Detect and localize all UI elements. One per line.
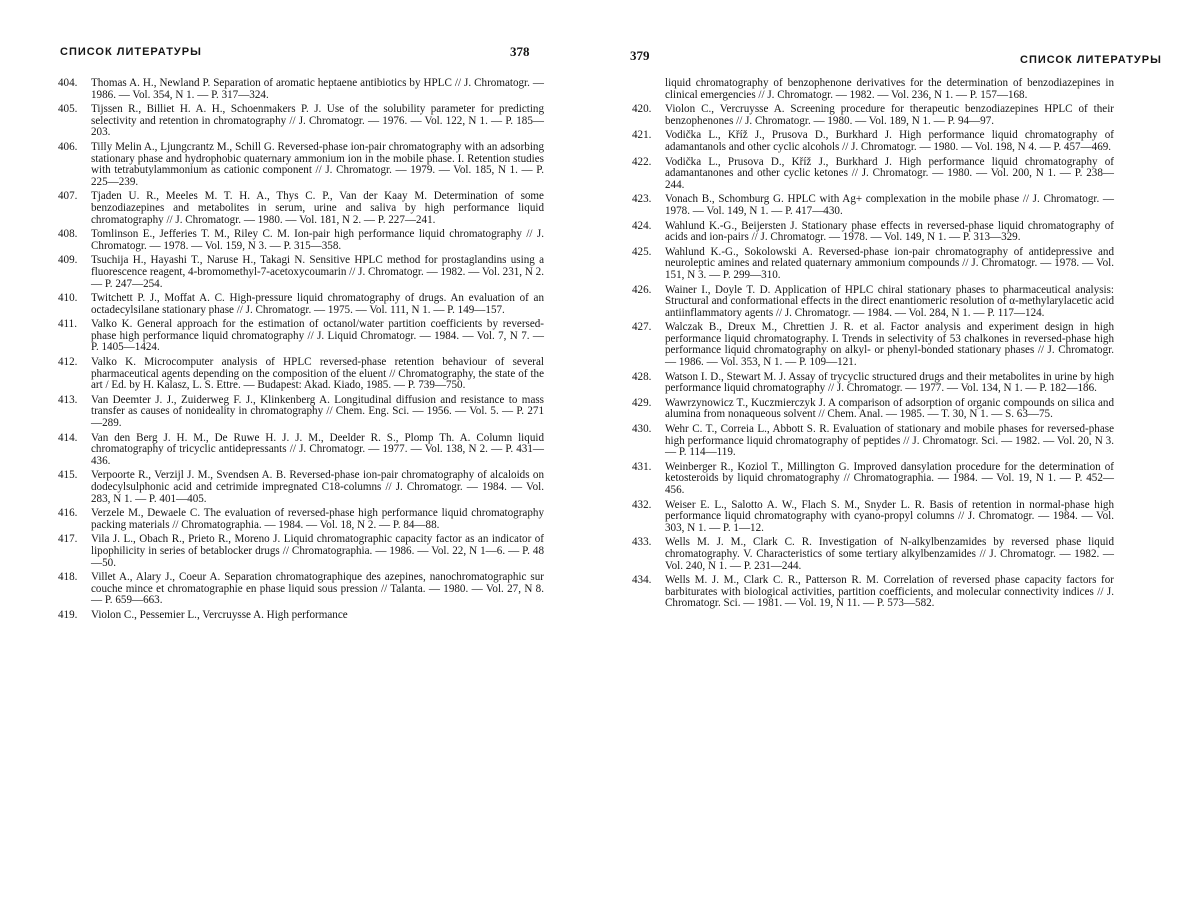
- right-page: [600, 0, 1200, 909]
- reference-list: [632, 78, 1114, 613]
- reference-text: Tilly Melin A., Ljungcrantz M., Schill G. Reversed-phase ion-pair chromatography with an adsorbing stationary phase and hydrophobic quaternary ammonium ion in the mobile phase. I. Retention studies with tetrabutylammonium as cationic component // J. Chromatogr. — 1979. — Vol. 185, N 1. — P. 225—239.: [91, 140, 544, 188]
- reference-entry: [632, 398, 1114, 421]
- reference-number: 416.: [58, 507, 78, 520]
- reference-number: 422.: [632, 155, 652, 168]
- reference-text: Van Deemter J. J., Zuiderweg F. J., Klinkenberg A. Longitudinal diffusion and resistance to mass transfer as causes of nonideality in chromatography // Chem. Eng. Sci. — 1956. — Vol. 5. — P. 271—289.: [91, 393, 544, 430]
- reference-entry: [632, 285, 1114, 320]
- reference-text: Wahlund K.-G., Beijersten J. Stationary phase effects in reversed-phase liquid chromatography of acids and ion-pairs // J. Chromatogr. — 1978. — Vol. 149, N 1. — P. 313—329.: [665, 219, 1114, 244]
- reference-text: Thomas A. H., Newland P. Separation of aromatic heptaene antibiotics by HPLC // J. Chromatogr. — 1986. — Vol. 354, N 1. — P. 317—324.: [91, 77, 544, 101]
- reference-text: liquid chromatography of benzophenone derivatives for the determination of benzodiazepines in clinical emergencies // J. Chromatogr. — 1982. — Vol. 236, N 1. — P. 157—168.: [665, 77, 1114, 101]
- reference-entry: [58, 470, 544, 505]
- reference-text: Wells M. J. M., Clark C. R. Investigation of N-alkylbenzamides by reversed phase liquid chromatography. V. Characteristics of some tertiary alkylbenzamides // J. Chromatogr. — 1982. — Vol. 240, N 1. — P. 231—244.: [665, 536, 1114, 572]
- reference-entry: [58, 433, 544, 468]
- reference-text: Wells M. J. M., Clark C. R., Patterson R. M. Correlation of reversed phase capacity factors for barbiturates with biological activities, partition coefficients, and molecular connectivity indices // J. Chromatogr. Sci. — 1981. — Vol. 19, N 11. — P. 573—582.: [665, 574, 1114, 610]
- reference-number: 426.: [632, 283, 652, 296]
- reference-text: Valko K. General approach for the estimation of octanol/water partition coefficients by reversed-phase high performance liquid chromatography // J. Liquid Chromatogr. — 1984. — Vol. 7, N 7. — P. 1405—1424.: [91, 318, 544, 354]
- reference-text: Twitchett P. J., Moffat A. C. High-pressure liquid chromatography of drugs. An evaluation of an octadecylsilane stationary phase // J. Chromatogr. — 1975. — Vol. 111, N 1. — P. 149—157.: [91, 292, 544, 316]
- reference-text: Violon C., Pessemier L., Vercruysse A. High performance: [91, 608, 348, 621]
- reference-entry: [632, 194, 1114, 217]
- reference-entry: [632, 462, 1114, 497]
- reference-entry: [632, 104, 1114, 127]
- reference-number: 434.: [632, 574, 652, 587]
- reference-text: Vodička L., Kříž J., Prusova D., Burkhard J. High performance liquid chromatography of adamantanols and other cyclic alcohols // J. Chromatogr. — 1980. — Vol. 198, N 4. — P. 457—469.: [665, 129, 1114, 153]
- reference-entry: [58, 191, 544, 226]
- reference-entry: [58, 319, 544, 354]
- reference-number: 405.: [58, 103, 78, 116]
- reference-number: 417.: [58, 533, 78, 546]
- page-number: 378: [510, 44, 530, 59]
- reference-entry: [632, 247, 1114, 282]
- reference-entry: [58, 395, 544, 430]
- reference-text: Tjaden U. R., Meeles M. T. H. A., Thys C. P., Van der Kaay M. Determination of some benzodiazepines and metabolites in serum, urine and saliva by high performance liquid chromatography // J. Chromatogr. — 1980. — Vol. 181, N 2. — P. 227—241.: [91, 190, 544, 226]
- reference-text: Weiser E. L., Salotto A. W., Flach S. M., Snyder L. R. Basis of retention in normal-phase high performance liquid chromatography with cyano-propyl columns // J. Chromatogr. — 1984. — Vol. 303, N 1. — P. 1—12.: [665, 498, 1114, 534]
- reference-entry: [632, 157, 1114, 192]
- reference-entry: [632, 221, 1114, 244]
- reference-text: Villet A., Alary J., Coeur A. Separation chromatographique des azepines, nanochromatographic sur couche mince et chromatographie en phase liquid sous pression // Talanta. — 1980. — Vol. 27, N 8. — P. 659—663.: [91, 571, 544, 607]
- reference-number: 432.: [632, 498, 652, 511]
- reference-number: 423.: [632, 193, 652, 206]
- reference-text: Weinberger R., Koziol T., Millington G. Improved dansylation procedure for the determination of ketosteroids by liquid chromatography // Chromatographia. — 1984. — Vol. 19, N 1. — P. 452—456.: [665, 460, 1114, 496]
- reference-text: Vonach B., Schomburg G. HPLC with Ag+ complexation in the mobile phase // J. Chromatogr. — 1978. — Vol. 149, N 1. — P. 417—430.: [665, 193, 1114, 217]
- reference-entry: [58, 104, 544, 139]
- reference-number: 415.: [58, 469, 78, 482]
- reference-number: 427.: [632, 321, 652, 334]
- reference-entry: [58, 610, 544, 622]
- reference-text: Tijssen R., Billiet H. A. H., Schoenmakers P. J. Use of the solubility parameter for predicting selectivity and retention in chromatography // J. Chromatogr. — 1976. — Vol. 122, N 1. — P. 185—203.: [91, 103, 544, 139]
- reference-text: Wawrzynowicz T., Kuczmierczyk J. A comparison of adsorption of organic compounds on silica and alumina from nonaqueous solvent // Chem. Anal. — 1985. — T. 30, N 1. — S. 63—75.: [665, 396, 1114, 421]
- reference-text: Tsuchija H., Hayashi T., Naruse H., Takagi N. Sensitive HPLC method for prostaglandins using a fluorescence reagent, 4-bromomethyl-7-acetoxycoumarin // J. Chromatogr. — 1982. — Vol. 231, N 2. — P. 247—254.: [91, 254, 544, 290]
- reference-entry: [58, 255, 544, 290]
- reference-number: 413.: [58, 393, 78, 406]
- reference-list: [58, 78, 544, 625]
- reference-number: 425.: [632, 245, 652, 258]
- reference-text: Vila J. L., Obach R., Prieto R., Moreno J. Liquid chromatographic capacity factor as an indicator of lipophilicity in series of betablocker drugs // Chromatographia. — 1986. — Vol. 22, N 1—6. — P. 48—50.: [91, 533, 544, 569]
- reference-number: 428.: [632, 370, 652, 383]
- reference-number: 431.: [632, 460, 652, 473]
- reference-text: Vodička L., Prusova D., Kříž J., Burkhard J. High performance liquid chromatography of adamantanones and other cyclic ketones // J. Chromatogr. — 1980. — Vol. 200, N 1. — P. 238—244.: [665, 155, 1114, 191]
- reference-entry: [632, 537, 1114, 572]
- reference-entry: [58, 293, 544, 316]
- reference-text: Tomlinson E., Jefferies T. M., Riley C. M. Ion-pair high performance liquid chromatography // J. Chromatogr. — 1978. — Vol. 159, N 3. — P. 315—358.: [91, 228, 544, 252]
- reference-number: 430.: [632, 423, 652, 436]
- running-head: СПИСОК ЛИТЕРАТУРЫ: [1020, 54, 1162, 66]
- reference-number: 421.: [632, 129, 652, 142]
- reference-entry: [58, 572, 544, 607]
- reference-entry: [632, 322, 1114, 368]
- reference-number: 420.: [632, 103, 652, 116]
- reference-text: Verzele M., Dewaele C. The evaluation of reversed-phase high performance liquid chromatography packing materials // Chromatographia. — 1984. — Vol. 18, N 2. — P. 84—88.: [91, 507, 544, 531]
- reference-number: 408.: [58, 228, 78, 241]
- reference-number: 418.: [58, 571, 78, 584]
- reference-text: Verpoorte R., Verzijl J. M., Svendsen A. B. Reversed-phase ion-pair chromatography of alcaloids on dodecylsulphonic acid and cetrimide impregnated C18-columns // J. Chromatogr. — 1984. — Vol. 283, N 1. — P. 401—405.: [91, 469, 544, 505]
- reference-number: 429.: [632, 396, 652, 409]
- reference-entry: [58, 357, 544, 392]
- reference-number: 424.: [632, 219, 652, 232]
- reference-entry: [632, 500, 1114, 535]
- reference-text: Watson I. D., Stewart M. J. Assay of trycyclic structured drugs and their metabolites in urine by high performance liquid chromatography // J. Chromatogr. — 1977. — Vol. 134, N 1. — P. 182—186.: [665, 370, 1114, 395]
- reference-number: 410.: [58, 292, 78, 305]
- reference-number: 414.: [58, 431, 78, 444]
- reference-number: 411.: [58, 318, 78, 331]
- reference-entry: [632, 424, 1114, 459]
- reference-entry: [632, 130, 1114, 153]
- reference-entry: [58, 142, 544, 188]
- reference-entry: [58, 229, 544, 252]
- page-number: 379: [630, 48, 650, 63]
- reference-number: 433.: [632, 536, 652, 549]
- reference-text: Valko K. Microcomputer analysis of HPLC reversed-phase retention behaviour of several pharmaceutical agents depending on the composition of the eluent // Chromatography, the state of the art / Ed. by H. Kalasz, L. S. Ettre. — Budapest: Akad. Kiado, 1985. — P. 739—750.: [91, 356, 544, 392]
- reference-text: Wahlund K.-G., Sokolowski A. Reversed-phase ion-pair chromatography of antidepressive and neuroleptic amines and related quaternary ammonium compounds // J. Chromatogr. — 1978. — Vol. 151, N 3. — P. 299—310.: [665, 245, 1114, 281]
- reference-number: 409.: [58, 254, 78, 267]
- reference-continuation: [632, 78, 1114, 101]
- reference-text: Wehr C. T., Correia L., Abbott S. R. Evaluation of stationary and mobile phases for reversed-phase high performance liquid chromatography of peptides // J. Chromatogr. Sci. — 1982. — Vol. 20, N 3. — P. 114—119.: [665, 423, 1114, 459]
- reference-text: Violon C., Vercruysse A. Screening procedure for therapeutic benzodiazepines HPLC of their benzophenones // J. Chromatogr. — 1980. — Vol. 189, N 1. — P. 94—97.: [665, 103, 1114, 127]
- reference-text: Walczak B., Dreux M., Chrettien J. R. et al. Factor analysis and experiment design in high performance liquid chromatography. I. Trends in selectivity of 53 chalkones in reversed-phase high performance liquid chromatography on alkyl- or phenyl-bonded stationary phases // J. Chromatogr. — 1986. — Vol. 353, N 1. — P. 109—121.: [665, 321, 1114, 369]
- reference-entry: [58, 78, 544, 101]
- running-head: СПИСОК ЛИТЕРАТУРЫ: [60, 46, 202, 58]
- reference-entry: [632, 372, 1114, 395]
- reference-entry: [632, 575, 1114, 610]
- reference-number: 419.: [58, 608, 78, 621]
- reference-number: 406.: [58, 140, 78, 153]
- reference-text: Van den Berg J. H. M., De Ruwe H. J. J. M., Deelder R. S., Plomp Th. A. Column liquid chromatography of tricyclic antidepressants // J. Chromatogr. — 1977. — Vol. 138, N 2. — P. 431—436.: [91, 431, 544, 467]
- reference-entry: [58, 534, 544, 569]
- reference-entry: [58, 508, 544, 531]
- reference-number: 407.: [58, 190, 78, 203]
- reference-number: 412.: [58, 356, 78, 369]
- reference-text: Wainer I., Doyle T. D. Application of HPLC chiral stationary phases to pharmaceutical analysis: Structural and conformational effects in the direct enantiomeric resolution of α-methylarylacetic acid antiinflammatory agents // J. Chromatogr. — 1984. — Vol. 284, N 1. — P. 117—124.: [665, 283, 1114, 319]
- reference-number: 404.: [58, 77, 78, 89]
